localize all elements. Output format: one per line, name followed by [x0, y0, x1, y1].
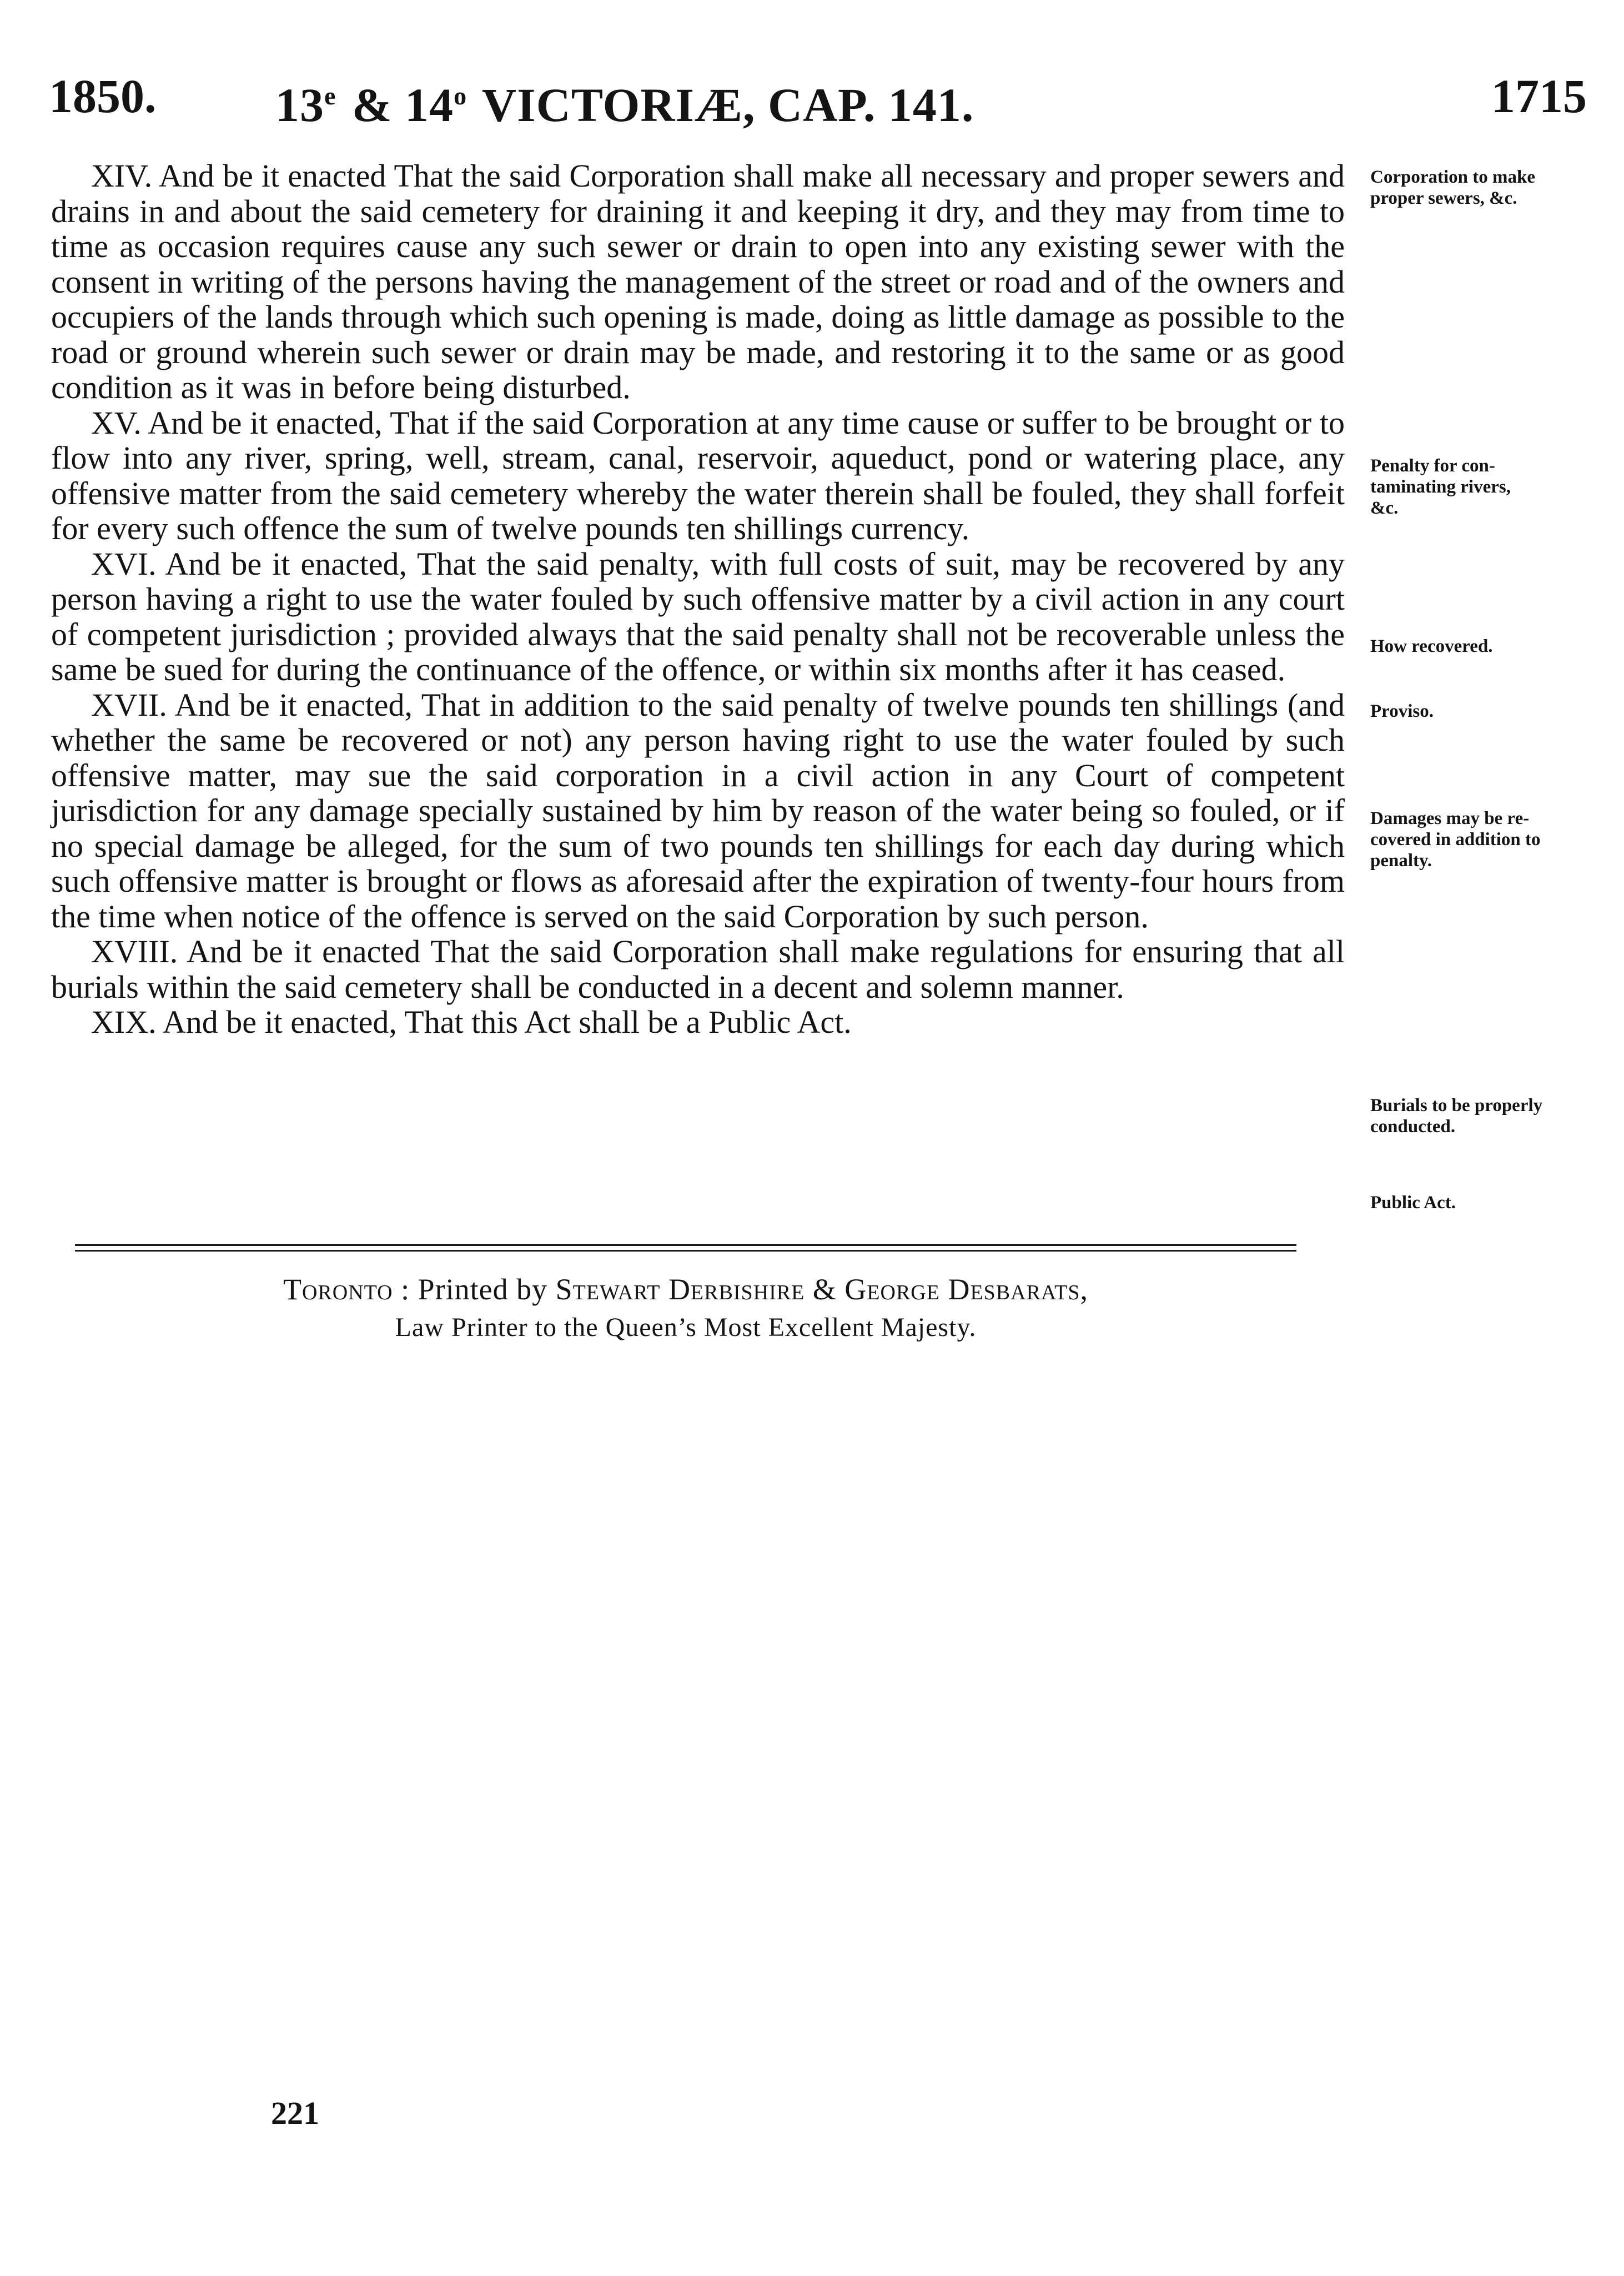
folio-signature: 221	[271, 2095, 319, 2131]
section-text: And be it enacted, That if the said Corporation at any time cause or suffer to be brought or to flow into any river, spring, well, stream, canal, reservoir, aqueduct, pond or watering place, any offensive matter from the said cemetery whereby the water therein shall be fouled, they shall forfeit for every such offence the sum of twelve pounds ten shillings currency.	[51, 404, 1345, 546]
margin-note-proviso	[1370, 701, 1603, 722]
colophon-line-2: Law Printer to the Queen’s Most Excellent Majesty.	[395, 1313, 977, 1342]
margin-note-line: Penalty for con-	[1370, 456, 1495, 476]
colophon-printer-2: George Desbarats	[844, 1273, 1080, 1306]
section-xvii	[51, 687, 1345, 934]
section-xix	[51, 1004, 1345, 1040]
colophon-place: Toronto	[283, 1273, 393, 1306]
margin-note-how-recovered	[1370, 636, 1603, 657]
colophon-comma: ,	[1080, 1273, 1089, 1306]
header-year: 1850.	[49, 69, 157, 123]
header-title-part1: 13	[275, 78, 324, 132]
margin-note-public-act	[1370, 1192, 1603, 1213]
section-number: XVII.	[91, 686, 167, 723]
colophon-amp: &	[805, 1273, 845, 1306]
colophon-separator: : Printed by	[393, 1273, 556, 1306]
section-text: And be it enacted, That this Act shall be a Public Act.	[162, 1004, 852, 1040]
margin-note-line: proper sewers, &c.	[1370, 188, 1517, 208]
section-text: And be it enacted That the said Corporation shall make regulations for ensuring that all burials within the said cemetery shall be conducted in a decent and solemn manner.	[51, 933, 1345, 1005]
margin-note-burials	[1370, 1095, 1603, 1137]
header-title-amp: & 14	[339, 78, 454, 132]
colophon-line-1	[75, 1272, 1296, 1307]
section-number: XIX.	[91, 1004, 157, 1040]
section-xviii	[51, 934, 1345, 1004]
section-xiv	[51, 158, 1345, 405]
margin-note-line: Corporation to make	[1370, 167, 1535, 187]
header-title-sup2: o	[454, 82, 467, 110]
colophon-printer-1: Stewart Derbishire	[555, 1273, 805, 1306]
header-title-sup1: e	[324, 82, 336, 110]
header-title	[275, 66, 974, 135]
margin-note-line: Damages may be re-	[1370, 808, 1530, 828]
section-number: XV.	[91, 404, 142, 441]
margin-note-line: penalty.	[1370, 851, 1432, 871]
section-number: XVI.	[91, 545, 157, 582]
section-xv	[51, 405, 1345, 546]
margin-note-line: taminating rivers,	[1370, 477, 1511, 497]
margin-note-line: Proviso.	[1370, 701, 1434, 721]
running-header	[49, 66, 1587, 132]
margin-note-line: Public Act.	[1370, 1193, 1456, 1213]
double-rule-top	[75, 1244, 1296, 1246]
section-xvi	[51, 546, 1345, 687]
double-rule-bottom	[75, 1250, 1296, 1252]
header-title-part2: VICTORIÆ, CAP. 141.	[470, 78, 974, 132]
section-number: XIV.	[91, 158, 153, 194]
section-text: And be it enacted That the said Corporation shall make all necessary and proper sewers and drains in and about the said cemetery for draining it and keeping it dry, and they may from time to time as occasion requires cause any such sewer or drain to open into any existing sewer with the consent in writing of the persons having the management of the street or road and of the owners and occupiers of the lands through which such opening is made, doing as little damage as possible to the road or ground wherein such sewer or drain may be made, and restoring it to the same or as good condition as it was in before being disturbed.	[51, 158, 1345, 405]
statute-body	[51, 158, 1345, 1040]
margin-note-sewers	[1370, 167, 1603, 209]
margin-note-penalty	[1370, 455, 1603, 519]
margin-note-line: conducted.	[1370, 1117, 1456, 1137]
margin-note-line: How recovered.	[1370, 636, 1493, 656]
section-text: And be it enacted, That the said penalty, with full costs of suit, may be recovered by any person having a right to use the water fouled by such offensive matter by a civil action in any court of competent jurisdiction ; provided always that the said penalty shall not be recoverable unless the same be sued for during the continuance of the offence, or within six months after it has ceased.	[51, 545, 1345, 687]
margin-note-line: Burials to be properly	[1370, 1096, 1543, 1116]
section-number: XVIII.	[91, 933, 178, 969]
header-page-number: 1715	[1491, 69, 1587, 123]
margin-note-line: covered in addition to	[1370, 830, 1541, 850]
section-text: And be it enacted, That in addition to the said penalty of twelve pounds ten shillings (and whether the same be recovered or not) any person having right to use the water fouled by such offensive matter, may sue the said corporation in a civil action in any Court of competent jurisdiction for any damage specially sustained by him by reason of the water being so fouled, or if no special damage be alleged, for the sum of two pounds ten shillings for each day during which such offensive matter is brought or flows as aforesaid after the expiration of twenty-four hours from the time when notice of the offence is served on the said Corporation by such person.	[51, 686, 1345, 934]
margin-note-line: &c.	[1370, 498, 1399, 518]
margin-note-damages	[1370, 808, 1603, 871]
